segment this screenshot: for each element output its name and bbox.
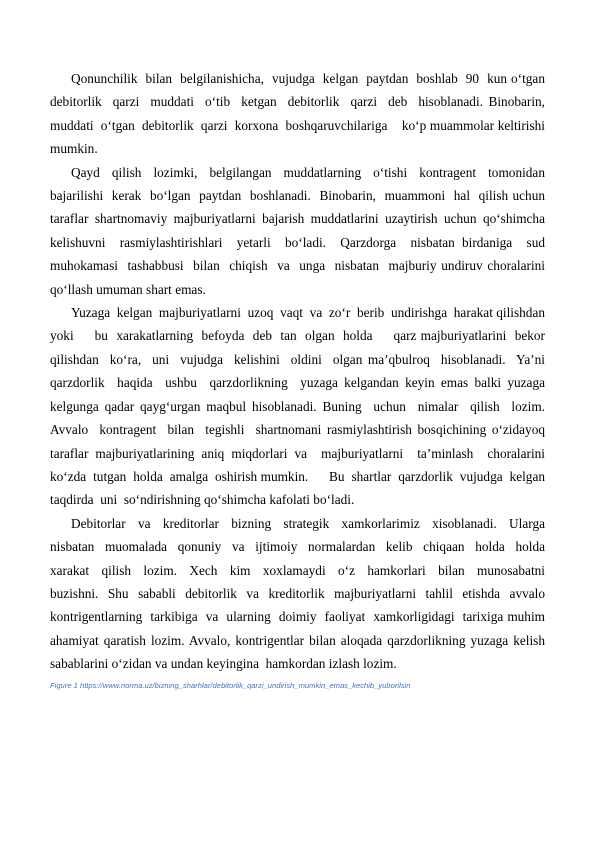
- paragraph-3: Yuzaga kelgan majburiyatlarni uzoq vaqt va zo‘r berib undirishga harakat qilishdan yoki bu xarakatlarning befoyda deb tan olgan holda qarz majburiyatlarini bekor qilishdan ko‘ra, uni vujudga kelishini oldini olgan ma’qbulroq hisoblanadi. Ya’ni qarzdorlik haqida ushbu qarzdorlikning yuzaga kelgandan keyin emas balki yuzaga kelgunga qadar qayg‘urgan maqbul hisoblanadi. Buning uchun nimalar qilish lozim. Avvalo kontragent bilan tegishli shartnomani rasmiylashtirish bosqichining o‘zidayoq taraflar majburiyatlarining aniq miqdorlari va majburiyatlarni ta’minlash choralarini ko‘zda tutgan holda amalga oshirish mumkin. Bu shartlar qarzdorlik vujudga kelgan taqdirda uni so‘ndirishning qo‘shimcha kafolati bo‘ladi.: [50, 305, 562, 508]
- document-page: [50, 67, 562, 691]
- figure-caption: Figure 1 https://www.norma.uz/bizning_sharhlar/debitorlik_qarzi_undirish_mumkin_emas_kechib_yuborilsin: [50, 680, 411, 690]
- paragraph-4: Debitorlar va kreditorlar bizning strategik xamkorlarimiz xisoblanadi. Ularga nisbatan muomalada qonuniy va ijtimoiy normalardan kelib chiqaan holda holda xarakat qilish lozim. Xech kim xoxlamaydi o‘z hamkorlari bilan munosabatni buzishni. Shu sababli debitorlik va kreditorlik majburiyatlarni tahlil etishda avvalo kontrigentlarning tarkibiga va ularning doimiy faoliyat xamkorligidagi tarixiga muhim ahamiyat qaratish lozim. Avvalo, kontrigentlar bilan aloqada qarzdorlikning yuzaga kelish sabablarini o‘zidan va undan keyingina hamkordan izlash lozim.: [50, 515, 549, 672]
- paragraph-2: Qayd qilish lozimki, belgilangan muddatlarning o‘tishi kontragent tomonidan bajarilishi kerak bo‘lgan paytdan boshlanadi. Binobarin, muammoni hal qilish uchun taraflar shartnomaviy majburiyatlarni bajarish muddatlarini uzaytirish uchun qo‘shimcha kelishuvni rasmiylashtirishlari yetarli bo‘ladi. Qarzdorga nisbatan birdaniga sud muhokamasi tashabbusi bilan chiqish va unga nisbatan majburiy undiruv choralarini qo‘llash umuman shart emas.: [50, 164, 552, 297]
- paragraph-1: Qonunchilik bilan belgilanishicha, vujudga kelgan paytdan boshlab 90 kun o‘tgan debitorlik qarzi muddati o‘tib ketgan debitorlik qarzi deb hisoblanadi. Binobarin, muddati o‘tgan debitorlik qarzi korxona boshqaruvchilariga ko‘p muammolar keltirishi mumkin.: [50, 71, 552, 157]
